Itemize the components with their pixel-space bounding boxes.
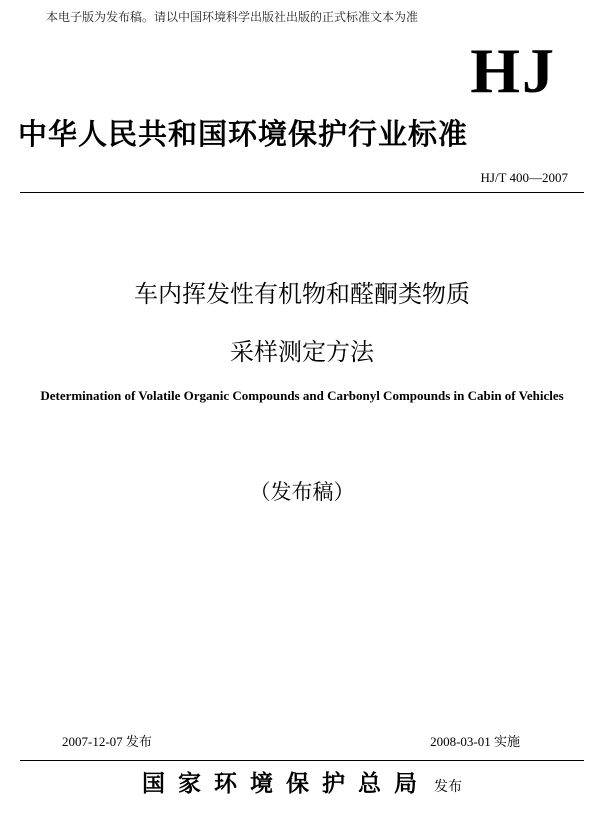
issuing-authority-line [0, 768, 604, 803]
draft-status: （发布稿） [249, 480, 355, 504]
top-divider [20, 192, 584, 193]
hj-logo: HJ [470, 35, 556, 106]
issuing-authority: 国家环境保护总局 [142, 771, 430, 797]
publish-label: 发布 [434, 779, 462, 795]
english-title: Determination of Volatile Organic Compounds and Carbonyl Compounds in Cabin of Vehicles [40, 388, 564, 403]
chinese-title-line-2: 采样测定方法 [230, 338, 374, 366]
implementation-date: 2008-03-01 [430, 734, 491, 749]
standard-category-title: 中华人民共和国环境保护行业标准 [18, 117, 469, 151]
issue-date: 2007-12-07 [62, 734, 123, 749]
implementation-date-line [430, 733, 520, 752]
bottom-divider [20, 760, 584, 761]
issue-date-line [62, 733, 152, 752]
standard-number: HJ/T 400—2007 [480, 170, 568, 185]
chinese-title-line-1: 车内挥发性有机物和醛酮类物质 [134, 280, 470, 308]
publication-notice: 本电子版为发布稿。请以中国环境科学出版社出版的正式标准文本为准 [46, 10, 419, 24]
implementation-label: 实施 [493, 735, 520, 750]
issue-label: 发布 [125, 735, 152, 750]
